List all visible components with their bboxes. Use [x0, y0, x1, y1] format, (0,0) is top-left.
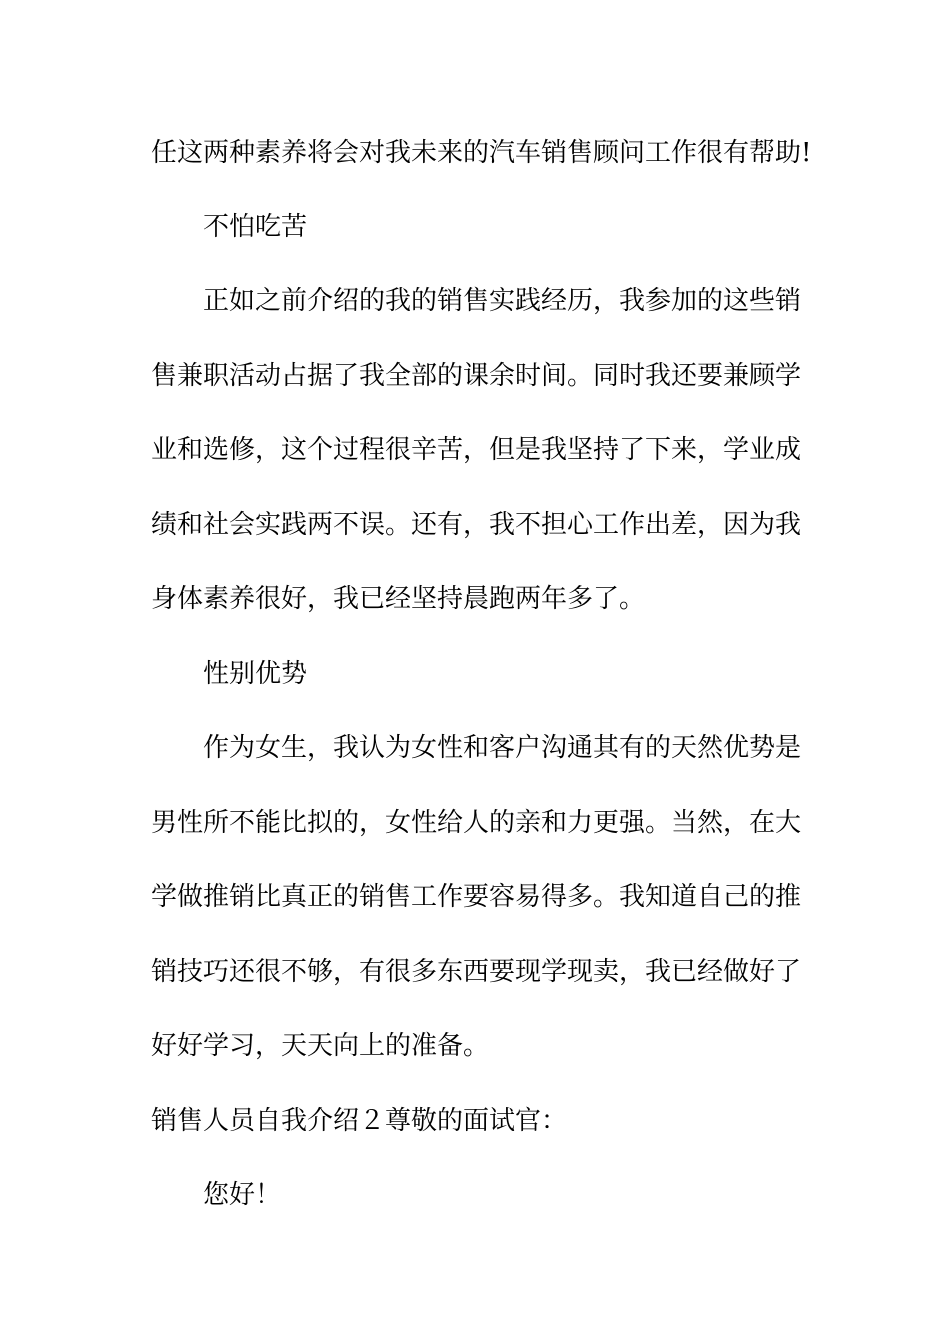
paragraph-line-6: 绩和社会实践两不误。还有，我不担心工作出差，因为我: [151, 510, 802, 540]
paragraph-line-7: 身体素养很好，我已经坚持晨跑两年多了。: [151, 584, 646, 614]
paragraph-line-1: 任这两种素养将会对我未来的汽车销售顾问工作很有帮助!: [151, 138, 812, 168]
paragraph-line-9: 作为女生，我认为女性和客户沟通其有的天然优势是: [203, 733, 802, 763]
greeting-line: 您好！: [203, 1180, 282, 1210]
paragraph-line-11: 学做推销比真正的销售工作要容易得多。我知道自己的推: [151, 882, 802, 912]
paragraph-line-5: 业和选修，这个过程很辛苦，但是我坚持了下来，学业成: [151, 435, 802, 465]
section-title-intro-2: 销售人员自我介绍２尊敬的面试官：: [151, 1106, 568, 1136]
section-heading-gender: 性别优势: [203, 659, 308, 689]
paragraph-line-12: 销技巧还很不够，有很多东西要现学现卖，我已经做好了: [151, 957, 802, 987]
paragraph-line-3: 正如之前介绍的我的销售实践经历，我参加的这些销: [203, 286, 802, 316]
paragraph-line-10: 男性所不能比拟的，女性给人的亲和力更强。当然，在大: [151, 808, 802, 838]
section-heading-hardworking: 不怕吃苦: [203, 212, 308, 242]
paragraph-line-4: 售兼职活动占据了我全部的课余时间。同时我还要兼顾学: [151, 361, 802, 391]
paragraph-line-13: 好好学习，天天向上的准备。: [151, 1031, 490, 1061]
